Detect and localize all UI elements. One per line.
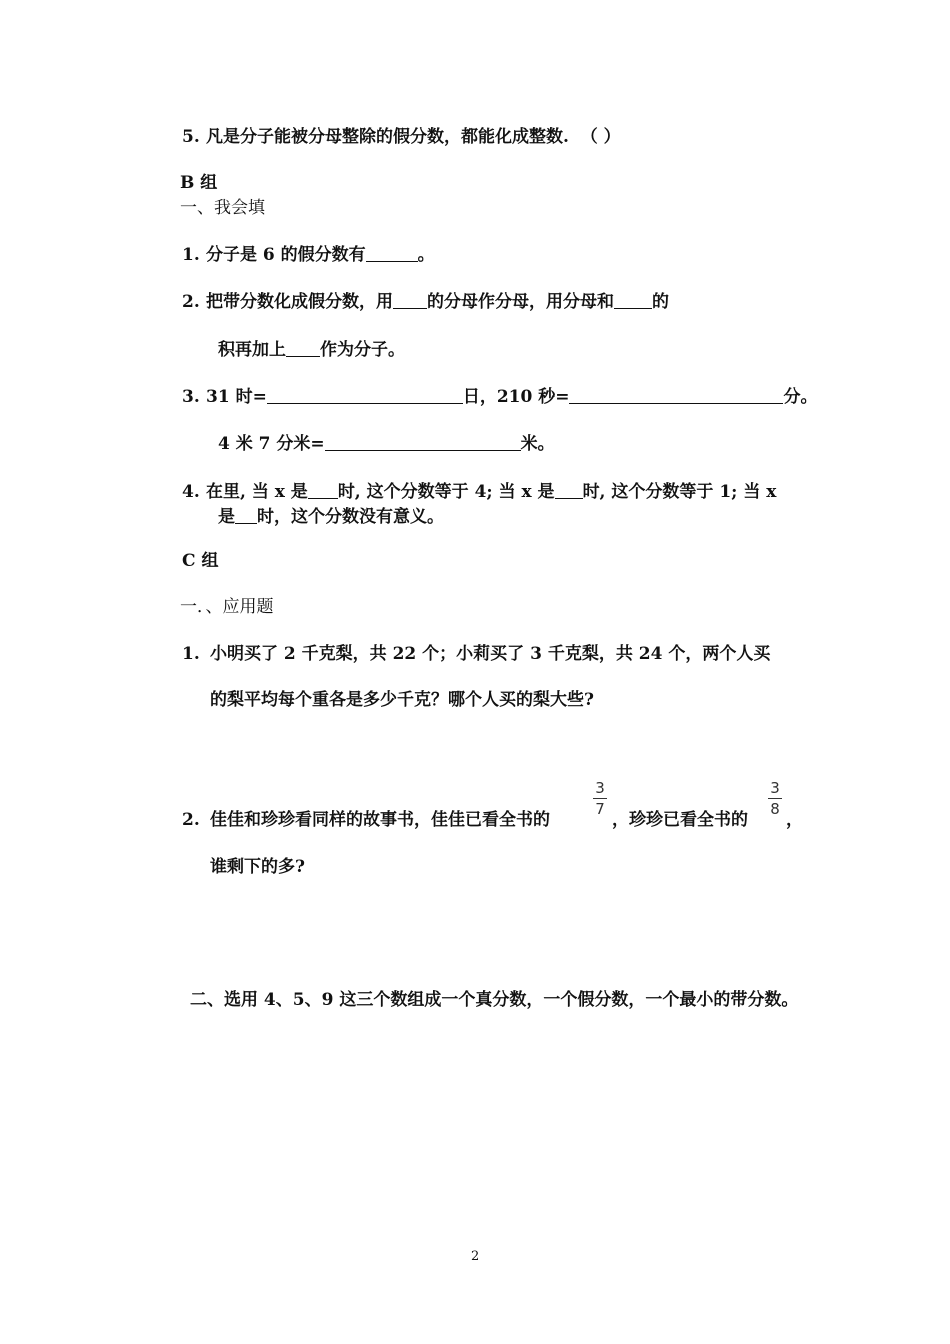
question-text: 把带分数化成假分数，用 bbox=[206, 292, 393, 312]
question-text: 时, 这个分数等于 4; 当 x 是 bbox=[337, 482, 555, 502]
question-b1 bbox=[182, 244, 435, 266]
group-c-title: C 组 bbox=[182, 551, 219, 571]
question-b2 bbox=[182, 291, 669, 313]
question-text: 分子是 6 的假分数有 bbox=[206, 245, 366, 265]
question-text: ，珍珍已看全书的 bbox=[612, 810, 748, 830]
page-number: 2 bbox=[471, 1249, 480, 1264]
question-number: 1. bbox=[182, 644, 200, 664]
question-number: 2. bbox=[182, 810, 200, 830]
fraction-denominator: 8 bbox=[770, 800, 780, 818]
question-b3-line2 bbox=[218, 433, 555, 455]
answer-blank[interactable] bbox=[235, 507, 257, 524]
answer-blank[interactable] bbox=[366, 245, 418, 262]
question-text: 分。 bbox=[783, 387, 818, 407]
answer-blank[interactable] bbox=[569, 387, 783, 404]
question-text: 是 bbox=[218, 507, 235, 527]
answer-blank[interactable] bbox=[325, 434, 521, 451]
question-b4 bbox=[182, 481, 776, 503]
question-text: 二、选用 4、5、9 这三个数组成一个真分数，一个假分数，一个最小的带分数。 bbox=[190, 990, 799, 1010]
question-text: 凡是分子能被分母整除的假分数，都能化成整数. bbox=[206, 127, 569, 147]
fraction-bar bbox=[768, 798, 782, 799]
question-c1 bbox=[182, 643, 770, 665]
question-c2 bbox=[182, 809, 550, 831]
question-number: 5. bbox=[182, 127, 200, 147]
question-number: 1. bbox=[182, 245, 200, 265]
question-c2-mid bbox=[612, 809, 748, 831]
question-text: 积再加上 bbox=[218, 340, 286, 360]
fraction-denominator: 7 bbox=[595, 800, 605, 818]
fraction-numerator: 3 bbox=[595, 779, 605, 797]
group-b-section: 一、我会填 bbox=[180, 198, 265, 218]
question-text: 31 时= bbox=[206, 387, 267, 407]
answer-blank[interactable] bbox=[393, 292, 427, 309]
question-text: 。 bbox=[417, 245, 435, 265]
fraction-numerator: 3 bbox=[770, 779, 780, 797]
question-5 bbox=[182, 126, 621, 148]
question-number: 4. bbox=[182, 482, 200, 502]
question-text: 作为分子。 bbox=[320, 340, 405, 360]
answer-blank[interactable] bbox=[614, 292, 652, 309]
fraction-3-7 bbox=[593, 779, 607, 818]
answer-blank[interactable] bbox=[267, 387, 463, 404]
question-c2-end bbox=[786, 809, 803, 831]
question-text: 时, 这个分数等于 1; 当 x bbox=[582, 482, 777, 502]
fraction-3-8 bbox=[768, 779, 782, 818]
answer-blank[interactable] bbox=[308, 482, 338, 499]
question-text: 的 bbox=[652, 292, 669, 312]
question-b2-line2 bbox=[218, 339, 405, 361]
question-text: ， bbox=[786, 810, 803, 830]
question-number: 3. bbox=[182, 387, 200, 407]
question-text: 时，这个分数没有意义。 bbox=[257, 507, 444, 527]
question-text: 在里, 当 x 是 bbox=[206, 482, 308, 502]
group-c-section: 一．、应用题 bbox=[180, 597, 274, 617]
question-text: 的梨平均每个重各是多少千克？哪个人买的梨大些? bbox=[210, 690, 594, 710]
question-text: 谁剩下的多? bbox=[210, 857, 305, 877]
answer-blank[interactable] bbox=[286, 340, 320, 357]
question-text: 佳佳和珍珍看同样的故事书，佳佳已看全书的 bbox=[210, 810, 550, 830]
question-c1-line2 bbox=[210, 689, 594, 711]
answer-blank[interactable] bbox=[555, 482, 583, 499]
question-text: 4 米 7 分米= bbox=[218, 434, 325, 454]
question-text: 米。 bbox=[520, 434, 555, 454]
fraction-bar bbox=[593, 798, 607, 799]
answer-parentheses: （ ） bbox=[580, 127, 621, 147]
group-b-title: B 组 bbox=[180, 173, 218, 193]
question-c2-line2 bbox=[210, 856, 305, 878]
question-b3 bbox=[182, 386, 817, 408]
question-text: 日，210 秒= bbox=[462, 387, 570, 407]
question-c-part2 bbox=[190, 989, 798, 1011]
question-text: 的分母作分母，用分母和 bbox=[427, 292, 614, 312]
question-number: 2. bbox=[182, 292, 200, 312]
question-b4-line2 bbox=[218, 506, 444, 528]
question-text: 小明买了 2 千克梨，共 22 个；小莉买了 3 千克梨，共 24 个，两个人买 bbox=[210, 644, 771, 664]
